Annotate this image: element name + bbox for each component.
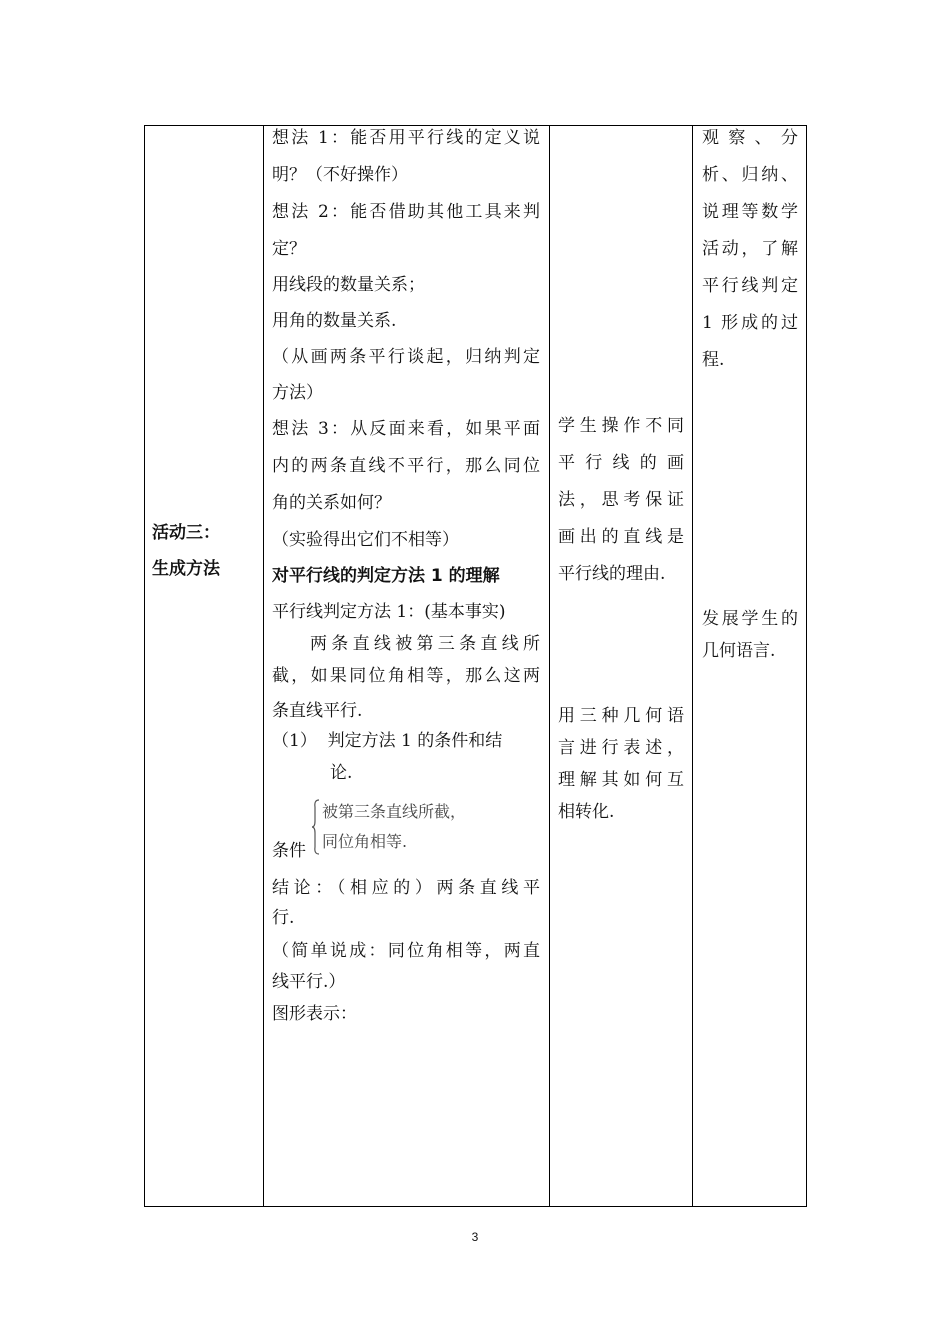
student-line: 画出的直线是 (558, 527, 684, 547)
content-line: （从画两条平行谈起，归纳判定 (272, 347, 540, 367)
design-intent-cell (702, 0, 798, 1344)
section-heading: 对平行线的判定方法 1 的理解 (272, 566, 500, 586)
content-line: 论. (330, 763, 353, 783)
activity-title: 生成方法 (152, 559, 220, 579)
content-line: 线平行.） (272, 972, 346, 992)
content-line: 角的关系如何？ (272, 493, 391, 513)
intent-line: 程. (702, 350, 725, 370)
content-line: 明？（不好操作） (272, 165, 408, 185)
content-line: 方法） (272, 383, 323, 403)
content-line: 平行线判定方法 1：(基本事实) (272, 602, 506, 622)
content-cell (272, 0, 542, 1344)
intent-line: 发展学生的 (702, 609, 798, 629)
student-line: 理解其如何互 (558, 770, 684, 790)
intent-line: 几何语言. (702, 641, 776, 661)
content-line: 行. (272, 908, 295, 928)
student-activity-cell (558, 0, 684, 1344)
student-line: 法，思考保证 (558, 490, 684, 510)
column-divider (692, 126, 693, 1206)
content-line: 条直线平行. (272, 701, 363, 721)
content-line: （简单说成：同位角相等，两直 (272, 941, 540, 961)
student-line: 学生操作不同 (558, 416, 684, 436)
content-line: 结论：（相应的）两条直线平 (272, 878, 540, 898)
student-line: 用三种几何语 (558, 706, 684, 726)
content-line: 内的两条直线不平行，那么同位 (272, 456, 540, 476)
condition-line: 被第三条直线所截， (322, 802, 467, 821)
brace-icon (312, 799, 320, 855)
condition-line: 同位角相等. (322, 832, 408, 851)
column-divider (263, 126, 264, 1206)
content-line: 定？ (272, 239, 306, 259)
content-line: 用线段的数量关系； (272, 275, 425, 295)
student-line: 相转化. (558, 802, 615, 822)
content-line: 用角的数量关系. (272, 311, 397, 331)
intent-line: 活动，了解 (702, 239, 798, 259)
activity-cell (152, 0, 262, 1344)
intent-line: 平行线判定 (702, 276, 798, 296)
content-line: 想法 1：能否用平行线的定义说 (272, 128, 540, 148)
intent-line: 1 形成的过 (702, 313, 798, 333)
condition-label: 条件 (272, 841, 306, 861)
activity-title: 活动三： (152, 523, 220, 543)
intent-line: 析、归纳、 (702, 165, 798, 185)
content-line: 图形表示： (272, 1004, 357, 1024)
content-line: 截，如果同位角相等，那么这两 (272, 666, 540, 686)
column-divider (549, 126, 550, 1206)
student-line: 平 行 线 的 画 (558, 453, 684, 473)
content-line: 想法 2：能否借助其他工具来判 (272, 202, 540, 222)
content-line: 两条直线被第三条直线所 (310, 634, 540, 654)
content-line: （实验得出它们不相等） (272, 530, 459, 550)
student-line: 言进行表述， (558, 738, 684, 758)
student-line: 平行线的理由. (558, 564, 666, 584)
intent-line: 说理等数学 (702, 202, 798, 222)
content-line: 想法 3：从反面来看，如果平面 (272, 419, 540, 439)
intent-line: 观 察 、 分 (702, 128, 798, 148)
page-number: 3 (471, 1230, 479, 1244)
content-line: （1） 判定方法 1 的条件和结 (272, 731, 503, 751)
